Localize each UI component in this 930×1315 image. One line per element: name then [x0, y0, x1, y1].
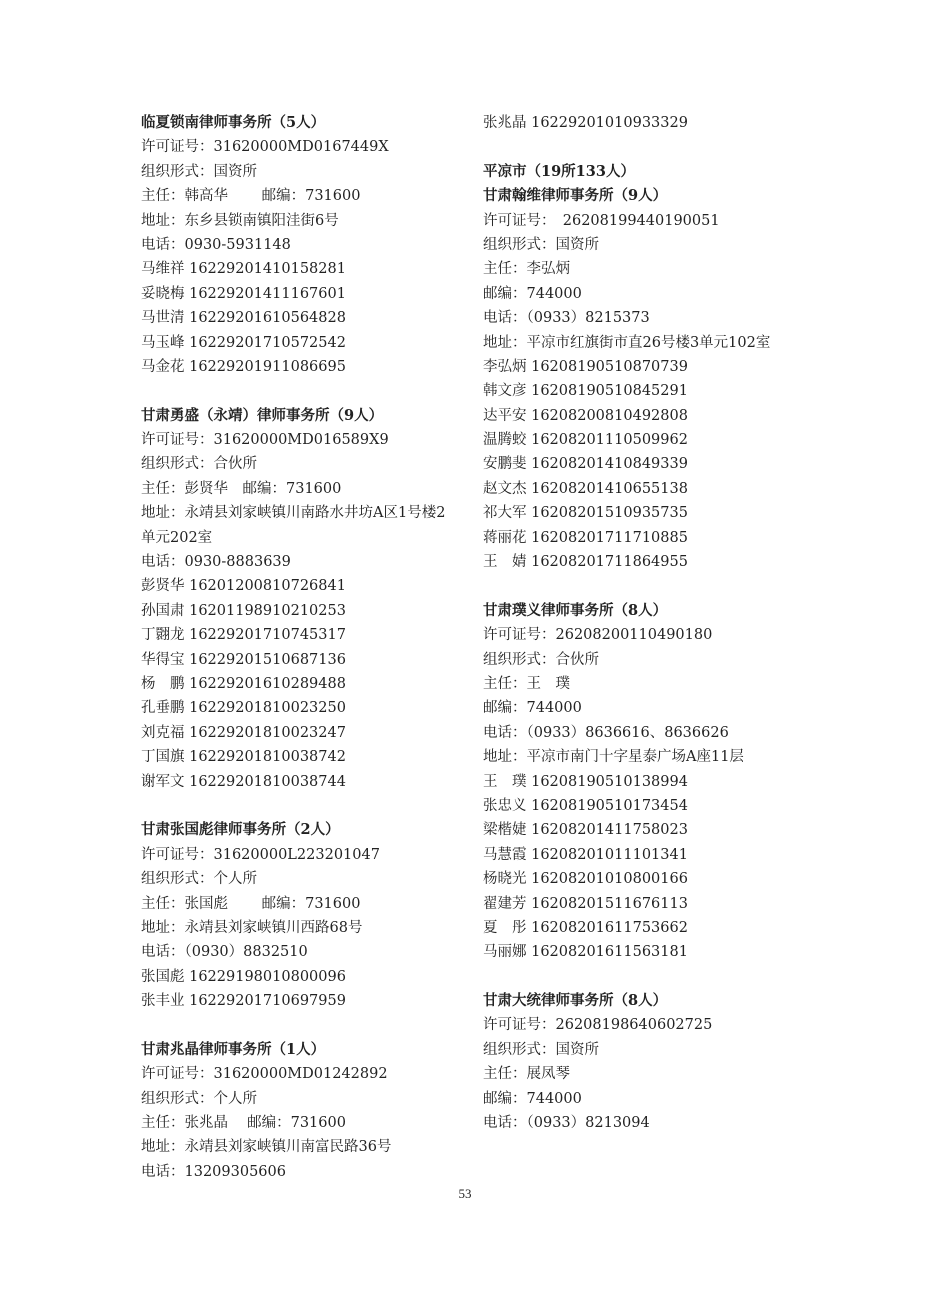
text-line: 张忠义 16208190510173454 — [483, 797, 688, 814]
text-line: 地址：永靖县刘家峡镇川西路68号 — [141, 919, 363, 936]
text-line: 许可证号： 26208199440190051 — [483, 212, 720, 229]
text-line: 刘克福 16229201810023247 — [141, 724, 346, 741]
text-line: 马维祥 16229201410158281 — [141, 261, 346, 278]
text-line: 邮编：744000 — [483, 1090, 582, 1107]
text-line: 组织形式：个人所 — [141, 1090, 257, 1107]
text-line: 组织形式：合伙所 — [483, 651, 599, 668]
text-line: 组织形式：国资所 — [483, 1041, 599, 1058]
left-column — [141, 111, 456, 1184]
text-line: 电话：（0933）8215373 — [483, 310, 650, 327]
section-heading: 甘肃璞义律师事务所（8人） — [483, 601, 668, 619]
text-line: 张国彪 16229198010800096 — [141, 968, 346, 985]
text-line: 安鹏斐 16208201410849339 — [483, 456, 688, 473]
section-heading: 甘肃翰维律师事务所（9人） — [483, 187, 668, 205]
section-gap — [141, 794, 456, 818]
text-line: 组织形式：个人所 — [141, 871, 257, 888]
text-line: 张丰业 16229201710697959 — [141, 993, 346, 1010]
text-line: 马丽娜 16208201611563181 — [483, 944, 688, 961]
text-line: 张兆晶 16229201010933329 — [483, 115, 688, 131]
text-line: 马金花 16229201911086695 — [141, 358, 346, 375]
text-line: 地址：永靖县刘家峡镇川南富民路36号 — [141, 1139, 392, 1156]
text-line: 电话：0930-8883639 — [141, 554, 291, 571]
text-line: 地址：平凉市红旗街市直26号楼3单元102室 — [483, 334, 771, 351]
text-line: 孙国肃 16201198910210253 — [141, 602, 346, 619]
text-line: 杨晓光 16208201010800166 — [483, 871, 688, 888]
text-line: 电话：（0933）8213094 — [483, 1115, 650, 1132]
text-line: 马世清 16229201610564828 — [141, 310, 346, 327]
text-line: 马玉峰 16229201710572542 — [141, 334, 346, 351]
section-heading: 甘肃大统律师事务所（8人） — [483, 992, 668, 1010]
text-line: 谢军文 16229201810038744 — [141, 773, 346, 790]
text-line: 韩文彦 16208190510845291 — [483, 383, 688, 400]
text-line: 华得宝 16229201510687136 — [141, 651, 346, 668]
text-line: 主任：彭贤华 邮编：731600 — [141, 480, 342, 497]
text-line: 地址：东乡县锁南镇阳洼街6号 — [141, 212, 339, 229]
section-heading: 甘肃勇盛（永靖）律师事务所（9人） — [141, 406, 384, 424]
section-heading: 甘肃兆晶律师事务所（1人） — [141, 1040, 326, 1058]
text-line: 翟建芳 16208201511676113 — [483, 895, 688, 912]
section-heading: 临夏锁南律师事务所（5人） — [141, 114, 326, 131]
section-gap — [483, 135, 798, 159]
text-line: 祁大军 16208201510935735 — [483, 505, 688, 522]
section-gap — [483, 574, 798, 598]
text-line: 主任：展凤琴 — [483, 1066, 570, 1083]
text-line: 地址：永靖县刘家峡镇川南路水井坊A区1号楼2单元202室 — [141, 505, 446, 546]
section-gap — [483, 965, 798, 989]
text-line: 杨 鹏 16229201610289488 — [141, 676, 346, 693]
text-line: 主任：张国彪 邮编：731600 — [141, 895, 361, 912]
text-line: 许可证号：26208200110490180 — [483, 627, 713, 644]
text-line: 电话：（0933）8636616、8636626 — [483, 724, 729, 741]
text-line: 主任：韩高华 邮编：731600 — [141, 188, 361, 205]
section-gap — [141, 379, 456, 403]
text-line: 蒋丽花 16208201711710885 — [483, 529, 688, 546]
text-line: 丁翾龙 16229201710745317 — [141, 627, 346, 644]
text-line: 主任：李弘炳 — [483, 261, 570, 278]
text-line: 邮编：744000 — [483, 700, 582, 717]
text-line: 赵文杰 16208201410655138 — [483, 480, 688, 497]
text-line: 妥晓梅 16229201411167601 — [141, 285, 346, 302]
section-heading: 平凉市（19所133人） — [483, 162, 635, 180]
text-line: 组织形式：合伙所 — [141, 456, 257, 473]
text-line: 孔垂鹏 16229201810023250 — [141, 700, 346, 717]
text-line: 地址：平凉市南门十字星泰广场A座11层 — [483, 749, 744, 766]
text-line: 许可证号：26208198640602725 — [483, 1017, 713, 1034]
text-line: 组织形式：国资所 — [483, 236, 599, 253]
text-line: 王 婧 16208201711864955 — [483, 554, 688, 571]
text-line: 许可证号：31620000MD01242892 — [141, 1066, 388, 1083]
right-column — [483, 111, 798, 1135]
text-line: 温腾蛟 16208201110509962 — [483, 432, 688, 449]
text-line: 彭贤华 16201200810726841 — [141, 578, 346, 595]
text-line: 梁楷婕 16208201411758023 — [483, 822, 688, 839]
text-line: 达平安 16208200810492808 — [483, 407, 688, 424]
text-line: 主任：王 璞 — [483, 676, 570, 692]
text-line: 电话：0930-5931148 — [141, 236, 291, 253]
section-gap — [141, 1013, 456, 1037]
text-line: 电话：13209305606 — [141, 1163, 286, 1180]
text-line: 许可证号：31620000L223201047 — [141, 846, 380, 863]
section-heading: 甘肃张国彪律师事务所（2人） — [141, 821, 340, 839]
text-line: 丁国旗 16229201810038742 — [141, 749, 346, 766]
text-line: 马慧霞 16208201011101341 — [483, 846, 688, 863]
text-line: 王 璞 16208190510138994 — [483, 773, 688, 790]
text-line: 夏 彤 16208201611753662 — [483, 919, 688, 936]
text-line: 李弘炳 16208190510870739 — [483, 358, 688, 375]
text-line: 组织形式：国资所 — [141, 163, 257, 180]
text-line: 电话：（0930）8832510 — [141, 944, 308, 961]
text-line: 邮编：744000 — [483, 285, 582, 302]
text-line: 主任：张兆晶 邮编：731600 — [141, 1115, 346, 1132]
text-line: 许可证号：31620000MD0167449X — [141, 139, 389, 156]
text-line: 许可证号：31620000MD016589X9 — [141, 432, 389, 449]
page-number: 53 — [458, 1186, 472, 1201]
